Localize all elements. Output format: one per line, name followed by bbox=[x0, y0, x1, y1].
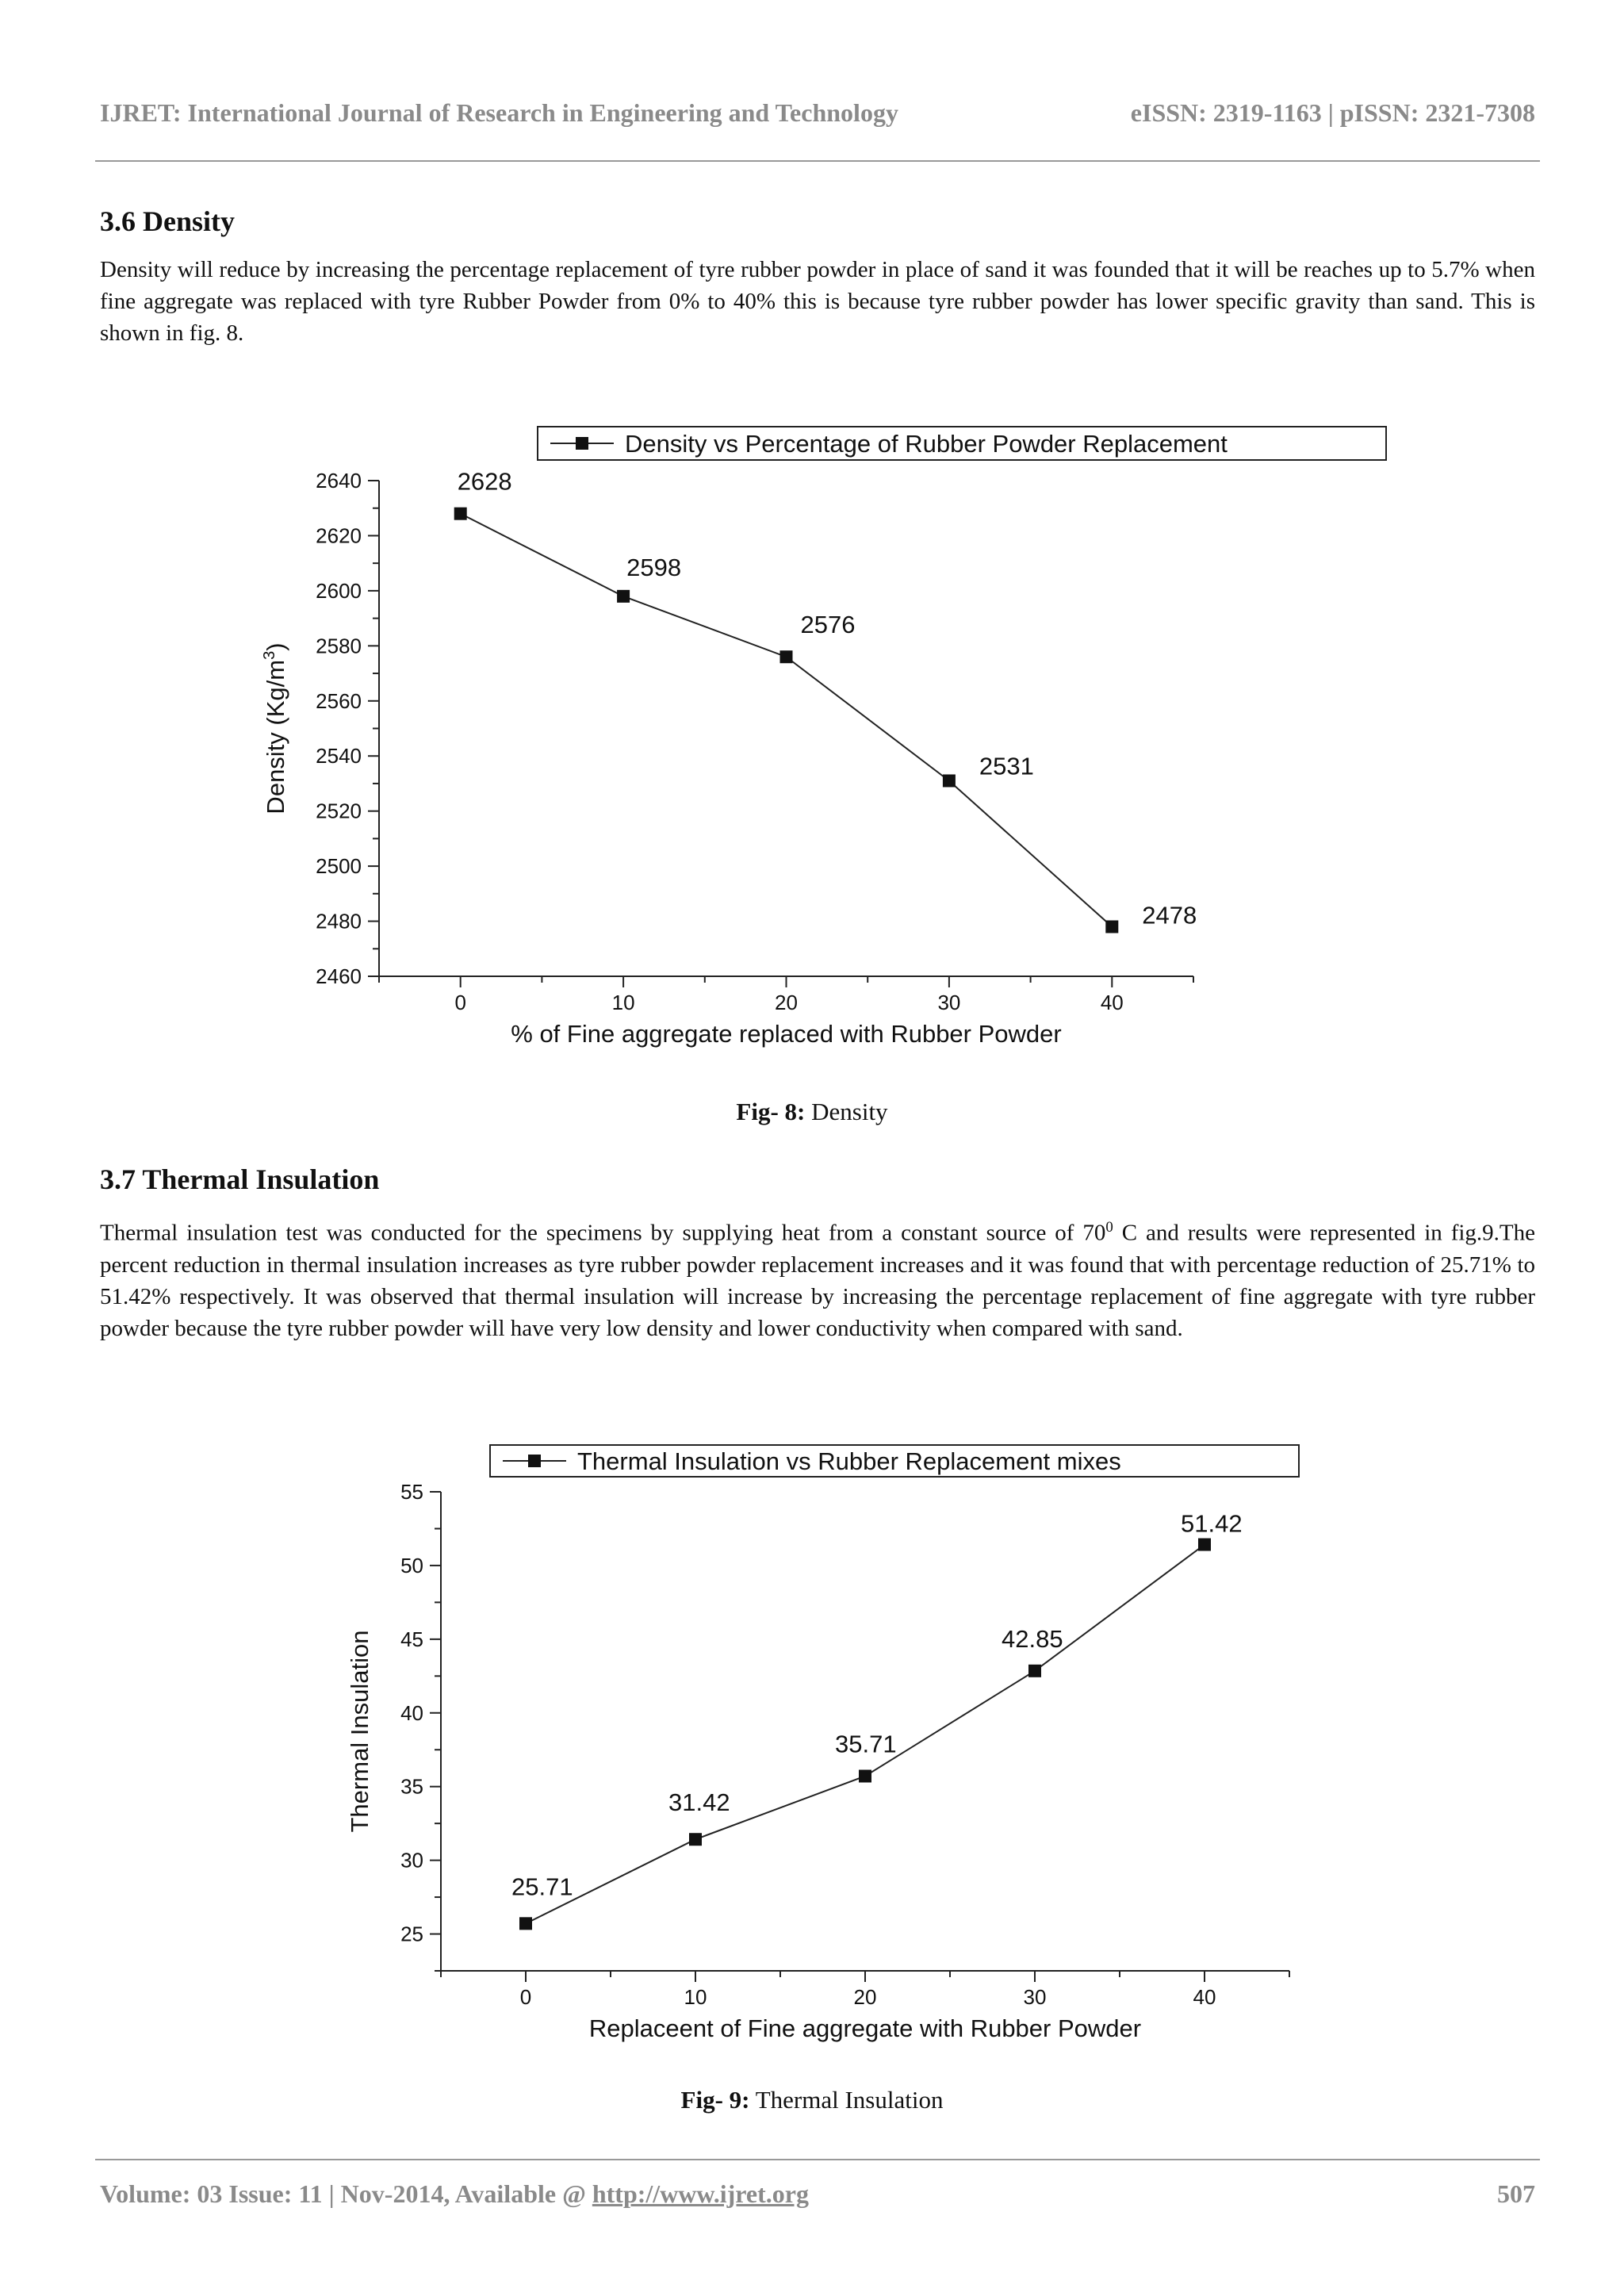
journal-link[interactable]: http://www.ijret.org bbox=[592, 2179, 809, 2208]
data-point bbox=[1105, 921, 1118, 933]
data-point bbox=[454, 508, 467, 520]
data-label: 2478 bbox=[1142, 901, 1197, 930]
y-axis-label-end: ) bbox=[262, 642, 289, 651]
thermal-chart-svg bbox=[0, 1428, 1624, 2062]
y-tick-label: 30 bbox=[400, 1848, 423, 1872]
x-tick-label: 40 bbox=[1100, 991, 1124, 1014]
footer-volume bbox=[100, 2179, 809, 2209]
legend-label: Thermal Insulation vs Rubber Replacement mixes bbox=[577, 1447, 1121, 1475]
y-tick-label: 55 bbox=[400, 1480, 423, 1504]
x-axis-label: Replaceent of Fine aggregate with Rubber Powder bbox=[588, 2014, 1142, 2042]
header-rule bbox=[95, 160, 1540, 162]
fig8-label: Fig- 8: bbox=[736, 1098, 806, 1125]
density-paragraph: Density will reduce by increasing the percentage replacement of tyre rubber powder in place of sand it was founded that it will be reaches up to 5.7% when fine aggregate was replaced with tyre Rubber Powder from 0% to 40% this is because tyre rubber powder has lower specific gravity than sand. This is shown in fig. 8. bbox=[100, 257, 1535, 346]
y-tick-label: 45 bbox=[400, 1627, 423, 1651]
issn: eISSN: 2319-1163 | pISSN: 2321-7308 bbox=[1130, 98, 1535, 127]
x-tick-label: 20 bbox=[853, 1985, 877, 2009]
data-point bbox=[617, 590, 630, 603]
degree-superscript: 0 bbox=[1105, 1219, 1113, 1236]
journal-name: IJRET: International Journal of Research in Engineering and Technology bbox=[100, 98, 898, 127]
data-label: 2598 bbox=[626, 553, 682, 581]
fig8-title: Density bbox=[811, 1098, 888, 1125]
x-tick-label: 40 bbox=[1193, 1985, 1216, 2009]
data-point bbox=[1198, 1539, 1211, 1551]
y-tick-label: 2580 bbox=[316, 634, 362, 658]
y-tick-label: 2600 bbox=[316, 578, 362, 603]
legend-label: Density vs Percentage of Rubber Powder Replacement bbox=[625, 430, 1228, 458]
y-tick-label: 35 bbox=[400, 1774, 423, 1799]
x-tick-label: 10 bbox=[684, 1985, 707, 2009]
density-chart bbox=[0, 412, 1624, 1063]
x-tick-label: 30 bbox=[1023, 1985, 1047, 2009]
x-tick-label: 10 bbox=[611, 991, 635, 1014]
footer-volume-text: Volume: 03 Issue: 11 | Nov-2014, Available @ bbox=[100, 2179, 592, 2208]
legend-marker bbox=[576, 437, 588, 450]
y-tick-label: 2500 bbox=[316, 854, 362, 879]
running-footer bbox=[100, 2179, 1535, 2209]
y-tick-label: 2520 bbox=[316, 799, 362, 823]
data-label: 25.71 bbox=[511, 1872, 573, 1901]
data-point bbox=[1028, 1665, 1041, 1677]
fig8-caption bbox=[0, 1098, 1624, 1126]
y-axis-label bbox=[346, 1630, 373, 1832]
data-label: 51.42 bbox=[1181, 1509, 1243, 1538]
y-tick-label: 2460 bbox=[316, 964, 362, 988]
data-point bbox=[689, 1833, 702, 1846]
y-tick-label: 2640 bbox=[316, 469, 362, 493]
x-axis-label: % of Fine aggregate replaced with Rubber Powder bbox=[511, 1020, 1062, 1048]
fig9-title: Thermal Insulation bbox=[755, 2086, 944, 2114]
data-label: 35.71 bbox=[835, 1730, 897, 1758]
page-number: 507 bbox=[1497, 2179, 1535, 2208]
y-axis-label-text: Thermal Insulation bbox=[346, 1630, 373, 1833]
x-tick-label: 0 bbox=[519, 1985, 532, 2009]
thermal-paragraph-part1: Thermal insulation test was conducted for the specimens by supplying heat from a constant source of 70 bbox=[100, 1220, 1106, 1246]
footer-rule bbox=[95, 2159, 1540, 2160]
y-axis-label bbox=[261, 642, 289, 814]
y-tick-label: 50 bbox=[400, 1553, 423, 1577]
data-point bbox=[943, 774, 956, 787]
y-tick-label: 25 bbox=[400, 1922, 423, 1946]
thermal-paragraph-part2: C and results were represented in fig.9.The percent reduction in thermal insulation increases as tyre rubber powder replacement increases and it was found that with percentage reduction of 25.71% to 51.42% respectively. It was observed that thermal insulation will increase by increasing the percentage replacement of fine aggregate with tyre rubber powder because the tyre rubber powder will have very low density and lower conductivity when compared with sand. bbox=[100, 1220, 1535, 1341]
data-label: 42.85 bbox=[1002, 1624, 1063, 1653]
y-tick-label: 2620 bbox=[316, 523, 362, 548]
legend-marker bbox=[528, 1455, 541, 1467]
x-tick-label: 20 bbox=[775, 991, 798, 1014]
thermal-chart bbox=[0, 1428, 1624, 2062]
series-line bbox=[461, 514, 1113, 927]
data-label: 2628 bbox=[457, 467, 512, 496]
y-tick-label: 2540 bbox=[316, 744, 362, 769]
fig9-label: Fig- 9: bbox=[680, 2086, 750, 2114]
y-tick-label: 40 bbox=[400, 1700, 423, 1725]
thermal-paragraph bbox=[100, 1212, 1535, 1344]
section-title-thermal: 3.7 Thermal Insulation bbox=[100, 1163, 380, 1195]
y-tick-label: 2560 bbox=[316, 688, 362, 713]
y-axis-label-superscript: 3 bbox=[261, 650, 278, 660]
x-tick-label: 0 bbox=[454, 991, 466, 1014]
data-point bbox=[780, 650, 793, 663]
density-chart-svg bbox=[0, 412, 1624, 1063]
data-label: 2531 bbox=[979, 752, 1034, 780]
data-point bbox=[859, 1769, 871, 1782]
y-tick-label: 2480 bbox=[316, 909, 362, 933]
data-label: 2576 bbox=[800, 611, 856, 639]
section-title-density: 3.6 Density bbox=[100, 205, 235, 237]
x-tick-label: 30 bbox=[937, 991, 961, 1014]
running-header bbox=[100, 98, 1535, 128]
y-axis-label-text: Density (Kg/m bbox=[262, 659, 289, 815]
data-label: 31.42 bbox=[668, 1788, 730, 1817]
fig9-caption bbox=[0, 2086, 1624, 2114]
data-point bbox=[519, 1917, 532, 1930]
